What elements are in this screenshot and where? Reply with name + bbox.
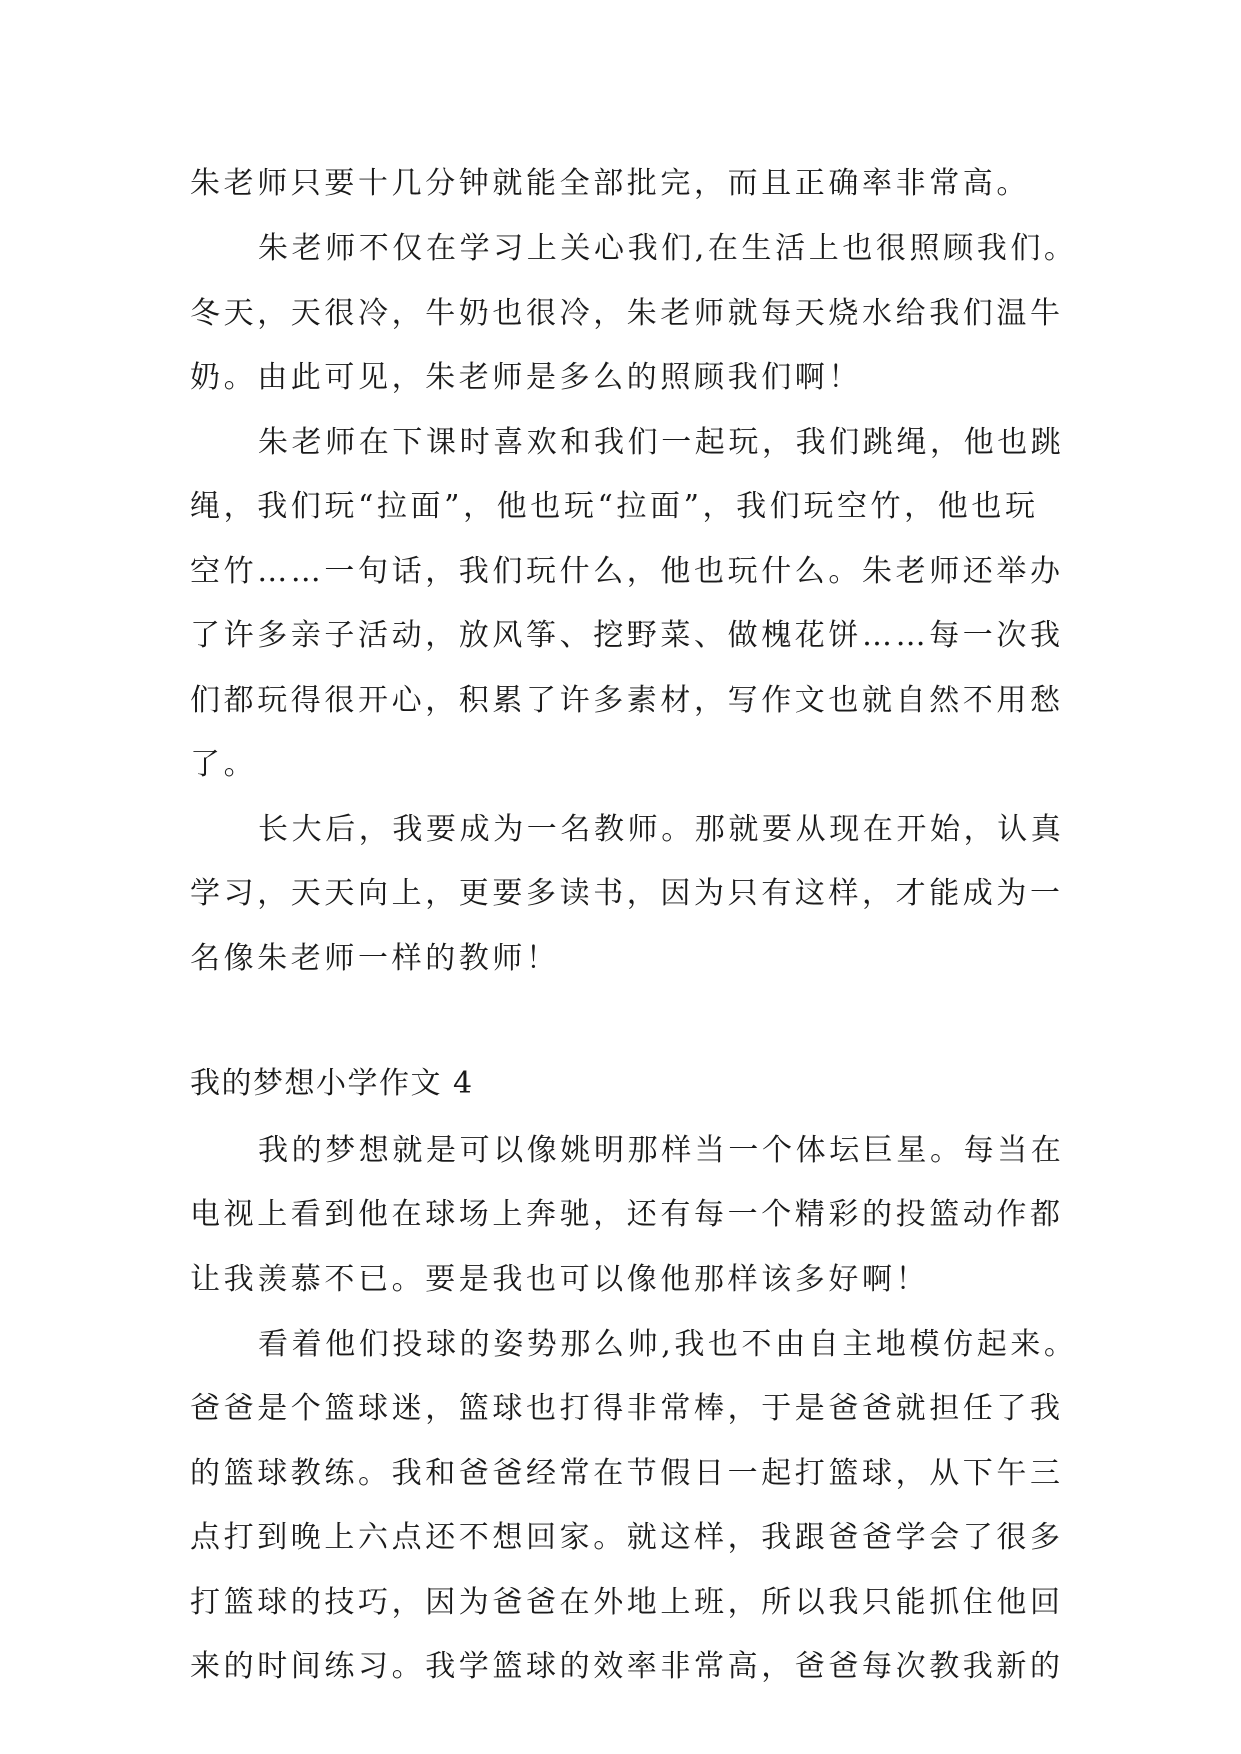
text-line: 让我羡慕不已。要是我也可以像他那样该多好啊！ — [190, 1262, 930, 1297]
text-line: 点打到晚上六点还不想回家。就这样，我跟爸爸学会了很多 — [190, 1520, 1064, 1555]
paragraph-start-line: 朱老师不仅在学习上关心我们,在生活上也很照顾我们。 — [258, 231, 1078, 266]
text-line: 冬天，天很冷，牛奶也很冷，朱老师就每天烧水给我们温牛 — [190, 296, 1064, 331]
text-line: 了。 — [190, 747, 258, 782]
text-line: 朱老师只要十几分钟就能全部批完，而且正确率非常高。 — [190, 166, 1030, 201]
paragraph-start-line: 朱老师在下课时喜欢和我们一起玩，我们跳绳，他也跳 — [258, 425, 1065, 460]
text-line: 们都玩得很开心，积累了许多素材，写作文也就自然不用愁 — [190, 683, 1064, 718]
text-line: 来的时间练习。我学篮球的效率非常高，爸爸每次教我新的 — [190, 1649, 1064, 1684]
section-title: 我的梦想小学作文 4 — [190, 1066, 474, 1101]
text-line: 打篮球的技巧，因为爸爸在外地上班，所以我只能抓住他回 — [190, 1585, 1064, 1620]
text-line: 名像朱老师一样的教师！ — [190, 941, 560, 976]
text-line: 学习，天天向上，更要多读书，因为只有这样，才能成为一 — [190, 876, 1064, 911]
text-line: 的篮球教练。我和爸爸经常在节假日一起打篮球，从下午三 — [190, 1456, 1064, 1491]
text-line: 奶。由此可见，朱老师是多么的照顾我们啊！ — [190, 360, 862, 395]
paragraph-start-line: 我的梦想就是可以像姚明那样当一个体坛巨星。每当在 — [258, 1133, 1065, 1168]
text-line: 爸爸是个篮球迷，篮球也打得非常棒，于是爸爸就担任了我 — [190, 1391, 1064, 1426]
text-line: 电视上看到他在球场上奔驰，还有每一个精彩的投篮动作都 — [190, 1197, 1064, 1232]
text-line: 了许多亲子活动，放风筝、挖野菜、做槐花饼……每一次我 — [190, 618, 1064, 653]
text-line: 绳，我们玩“拉面”，他也玩“拉面”，我们玩空竹，他也玩 — [190, 489, 1039, 524]
paragraph-start-line: 看着他们投球的姿势那么帅,我也不由自主地模仿起来。 — [258, 1327, 1078, 1362]
text-line: 空竹……一句话，我们玩什么，他也玩什么。朱老师还举办 — [190, 554, 1064, 589]
paragraph-start-line: 长大后，我要成为一名教师。那就要从现在开始，认真 — [258, 812, 1065, 847]
